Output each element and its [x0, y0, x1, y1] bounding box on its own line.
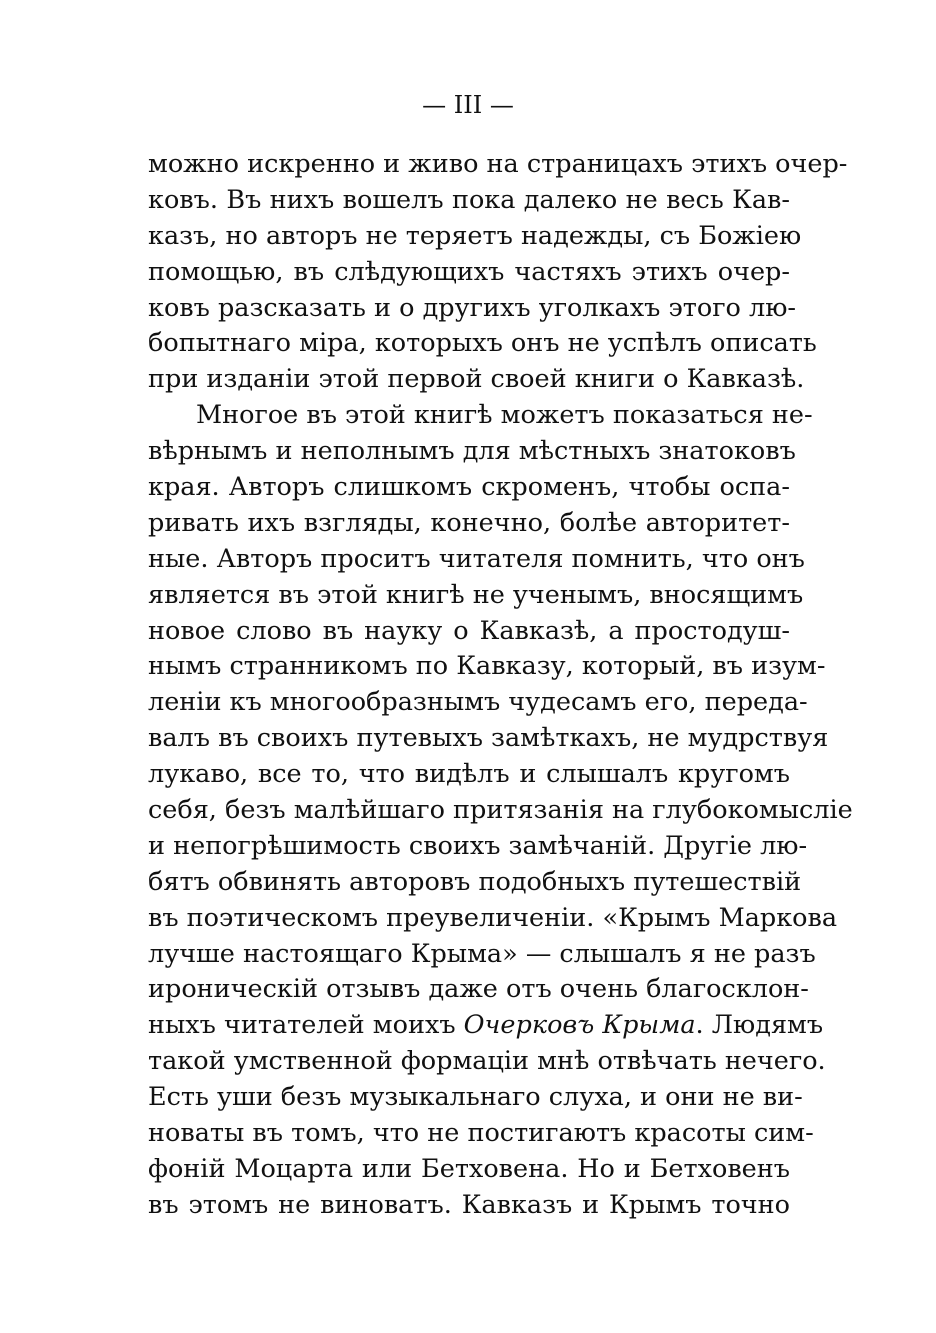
text-line: ковъ разсказать и о другихъ уголкахъ этого лю- — [148, 292, 797, 323]
text-line: въ этомъ не виноватъ. Кавказъ и Крымъ точно — [148, 1189, 790, 1220]
text-line: вѣрнымъ и неполнымъ для мѣстныхъ знатоковъ — [148, 436, 796, 467]
text-line: такой умственной формаціи мнѣ отвѣчать нечего. — [148, 1046, 826, 1077]
text-line: новаты въ томъ, что не постигаютъ красоты сим- — [148, 1118, 814, 1149]
text-line: нымъ странникомъ по Кавказу, который, въ изум- — [148, 651, 826, 682]
text-line: и непогрѣшимость своихъ замѣчаній. Другіе лю- — [148, 830, 808, 861]
text-segment: . Людямъ — [695, 1010, 824, 1041]
text-line: ные. Авторъ проситъ читателя помнить, что онъ — [148, 543, 805, 574]
body-text — [148, 147, 853, 1224]
text-line: фоній Моцарта или Бетховена. Но и Бетховенъ — [148, 1153, 790, 1184]
text-line: Есть уши безъ музыкальнаго слуха, и они не ви- — [148, 1082, 803, 1113]
book-title-italic: Очерковъ Крыма — [463, 1010, 696, 1041]
text-line: лукаво, все то, что видѣлъ и слышалъ кругомъ — [148, 759, 790, 790]
text-line: Многое въ этой книгѣ можетъ показаться не- — [196, 400, 813, 431]
text-line: ривать ихъ взгляды, конечно, болѣе авторитет- — [148, 507, 790, 538]
text-line: леніи къ многообразнымъ чудесамъ его, переда- — [148, 687, 808, 718]
text-segment: ныхъ читателей моихъ — [148, 1010, 464, 1041]
text-line: ковъ. Въ нихъ вошелъ пока далеко не весь Кав- — [148, 184, 790, 215]
text-line: ироническій отзывъ даже отъ очень благосклон- — [148, 974, 809, 1005]
paragraph-1 — [148, 147, 848, 398]
text-line: бятъ обвинять авторовъ подобныхъ путешествій — [148, 866, 802, 897]
paragraph-2 — [148, 398, 853, 1223]
text-line: въ поэтическомъ преувеличеніи. «Крымъ Маркова — [148, 902, 838, 933]
text-line: можно искренно и живо на страницахъ этихъ очер- — [148, 149, 848, 179]
text-line: себя, безъ малѣйшаго притязанія на глубокомысліе — [148, 795, 853, 826]
text-line: новое слово въ науку о Кавказѣ, а простодуш- — [148, 615, 790, 646]
text-line: валъ въ своихъ путевыхъ замѣткахъ, не мудрствуя — [148, 723, 829, 754]
text-line: бопытнаго міра, которыхъ онъ не успѣлъ описать — [148, 328, 817, 359]
page-number: — III — — [422, 91, 514, 119]
text-line: лучше настоящаго Крыма» — слышалъ я не разъ — [148, 938, 816, 969]
text-line-with-italic — [148, 1008, 824, 1044]
text-line: помощью, въ слѣдующихъ частяхъ этихъ очер- — [148, 256, 790, 287]
text-line: края. Авторъ слишкомъ скроменъ, чтобы оспа- — [148, 472, 790, 503]
text-line: казъ, но авторъ не теряетъ надежды, съ Божіею — [148, 220, 802, 251]
text-line: при изданіи этой первой своей книги о Кавказѣ. — [148, 364, 805, 395]
text-line: является въ этой книгѣ не ученымъ, вносящимъ — [148, 579, 804, 610]
